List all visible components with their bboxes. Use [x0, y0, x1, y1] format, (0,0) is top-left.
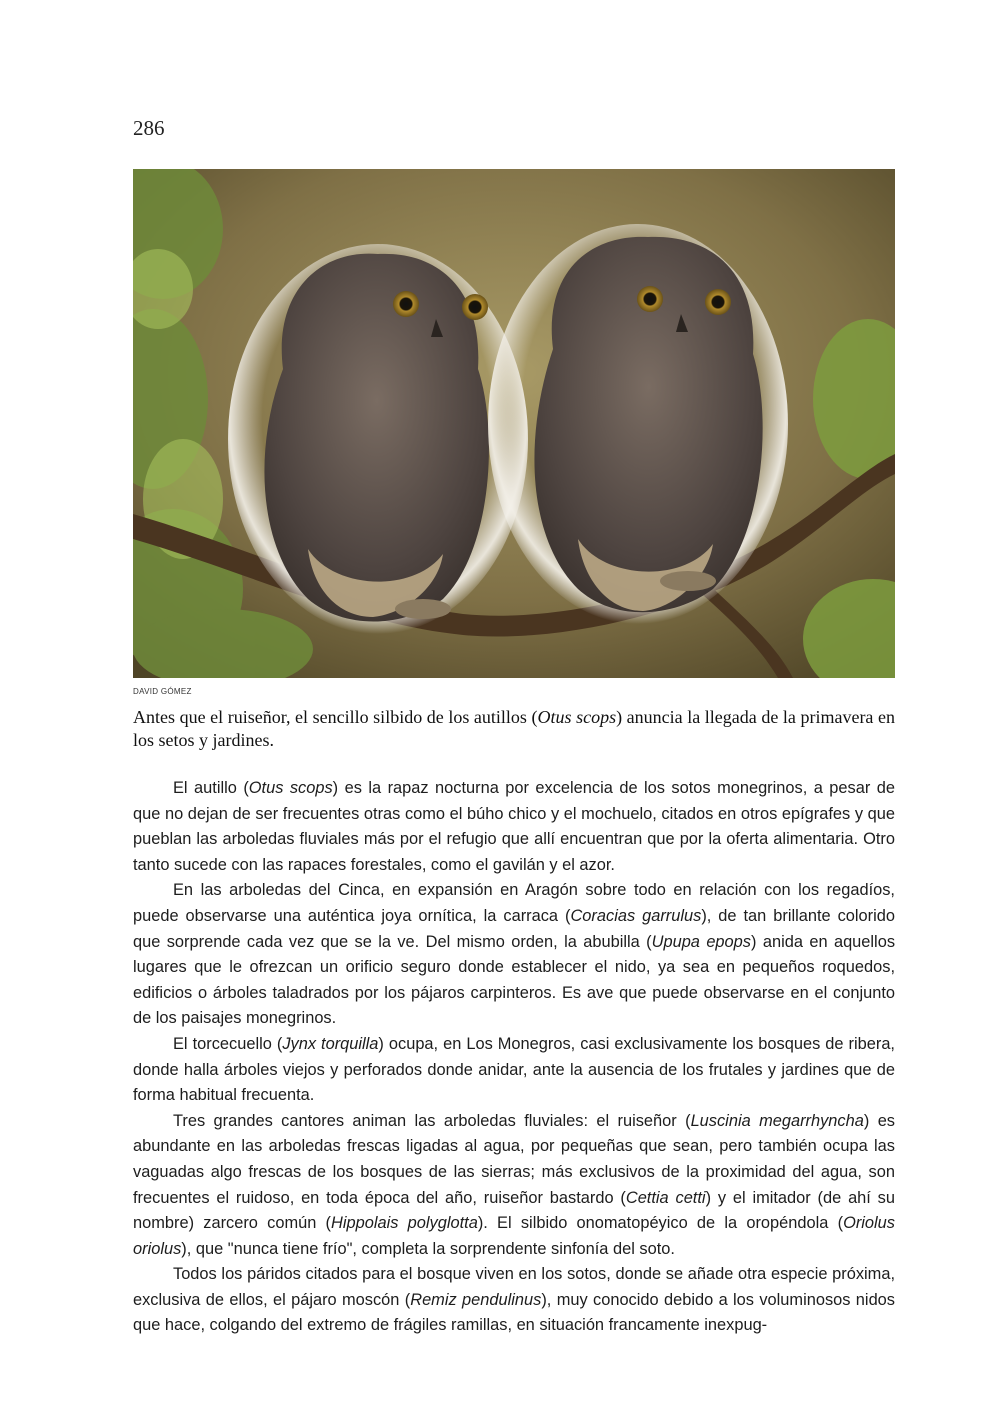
species-name: Oriolus oriolus	[133, 1214, 895, 1258]
text-run: ) anida en aquellos lugares que le ofrezcan un orificio seguro donde establecer el nido, ya sea en pequeños roquedos, edificios o árboles taladrados por los pájaros carpinteros. Es ave que puede observarse en el conjunto de los paisajes monegrinos.	[133, 932, 896, 1028]
species-name: Luscinia megarrhyncha	[690, 1111, 864, 1130]
text-run: ) ocupa, en Los Monegros, casi exclusivamente los bosques de ribera, donde halla árboles viejos y perforados donde anidar, ante la ausencia de los frutales y jardines que de forma habitual frecuenta.	[133, 1034, 895, 1105]
species-name: Cettia cetti	[625, 1188, 706, 1207]
species-name: Coracias garrulus	[570, 906, 702, 925]
photo-credit: DAVID GÓMEZ	[133, 687, 192, 696]
species-name: Upupa epops	[651, 932, 751, 951]
text-run: ), que "nunca tiene frío", completa la sorprendente sinfonía del soto.	[181, 1239, 675, 1258]
text-run: El autillo (	[173, 779, 249, 797]
paragraph	[133, 1262, 895, 1339]
text-run: ), muy conocido debido a los voluminosos nidos que hace, colgando del extremo de frágiles ramillas, en situación francamente inexpug-	[133, 1290, 895, 1335]
text-run: ) es abundante en las arboledas frescas ligadas al agua, por pequeñas que sean, pero también ocupa las vaguadas algo frescas de los bosques de las sierras; más exclusivos de la proximidad del agua, son frecuentes el ruidoso, en toda época del año, ruiseñor bastardo (	[133, 1111, 896, 1207]
text-run: Tres grandes cantores animan las arboledas fluviales: el ruiseñor (	[173, 1111, 691, 1130]
text-run: ) anuncia la llegada de la primavera en los setos y jardines.	[133, 707, 895, 750]
page-number: 286	[133, 116, 165, 140]
text-run: En las arboledas del Cinca, en expansión en Aragón sobre todo en relación con los regadíos, puede observarse una auténtica joya ornítica, la carraca (	[133, 881, 895, 925]
body-text	[133, 776, 895, 1339]
owl-chicks-photo	[133, 169, 895, 678]
text-run: ), de tan brillante colorido que sorprende cada vez que se la ve. Del mismo orden, la abubilla (	[133, 906, 896, 951]
photo-caption	[133, 706, 895, 752]
species-name: Jynx torquilla	[282, 1034, 379, 1053]
species-name: Otus scops	[537, 707, 617, 727]
text-run: ). El silbido onomatopéyico de la oropéndola (	[477, 1214, 844, 1233]
paragraph	[133, 776, 895, 878]
species-name: Otus scops	[248, 779, 333, 797]
text-run: Todos los páridos citados para el bosque viven en los sotos, donde se añade otra especie próxima, exclusiva de ellos, el pájaro moscón (	[133, 1265, 895, 1309]
species-name: Hippolais polyglotta	[331, 1214, 478, 1233]
text-run: El torcecuello (	[173, 1034, 283, 1053]
paragraph	[133, 1109, 895, 1263]
paragraph	[133, 878, 895, 1032]
paragraph	[133, 1032, 895, 1109]
species-name: Remiz pendulinus	[410, 1290, 542, 1309]
text-run: ) es la rapaz nocturna por excelencia de los sotos monegrinos, a pesar de que no dejan de ser frecuentes otras como el búho chico y el mochuelo, citados en otros epígrafes y que pueblan las arboledas fluviales más por el refugio que allí encuentran que por la oferta alimentaria. Otro tanto sucede con las rapaces forestales, como el gavilán y el azor.	[133, 779, 895, 874]
text-run: Antes que el ruiseñor, el sencillo silbido de los autillos (	[133, 707, 538, 727]
text-run: ) y el imitador (de ahí su nombre) zarcero común (	[133, 1188, 895, 1233]
